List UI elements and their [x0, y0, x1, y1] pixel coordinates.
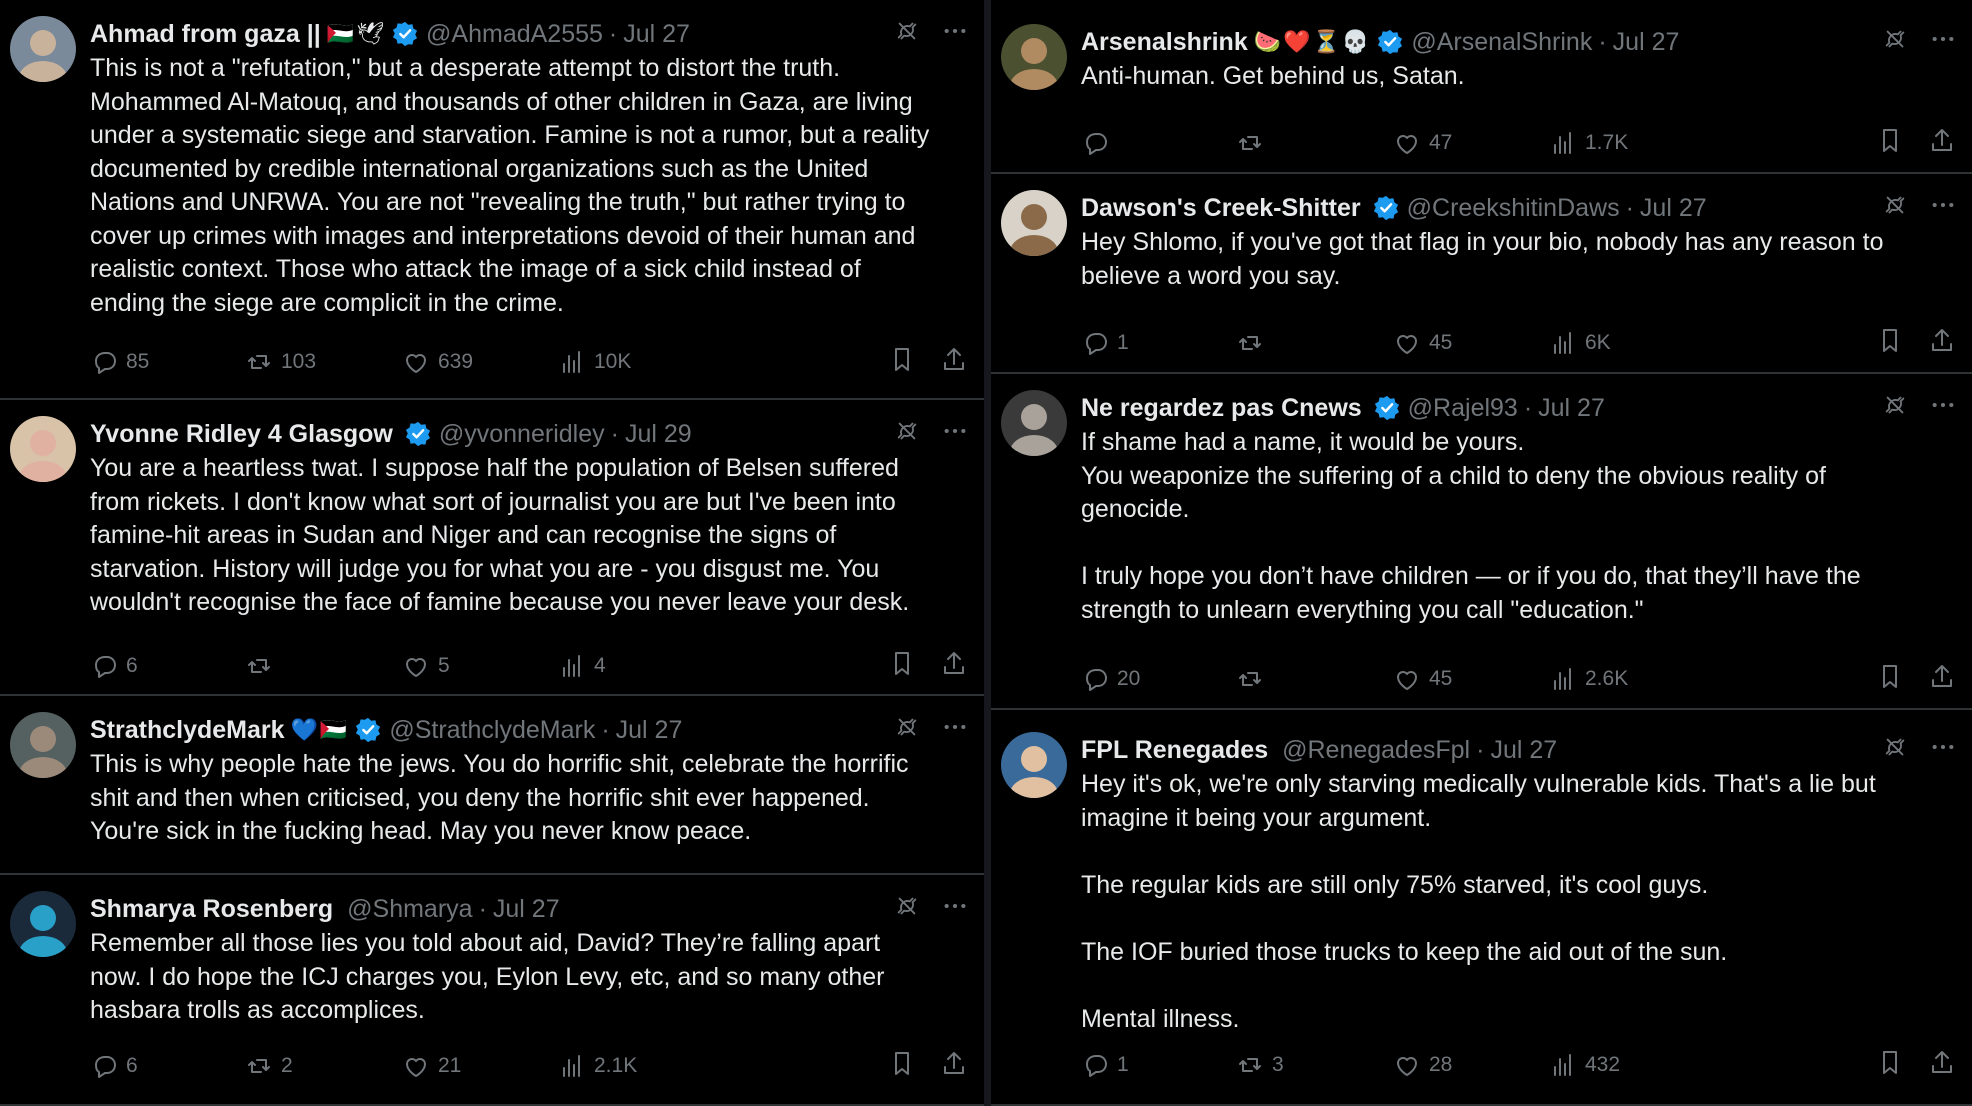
views-icon — [1549, 329, 1577, 357]
separator-dot: · — [608, 19, 618, 48]
tweet-header — [90, 891, 968, 927]
tweet-body — [1081, 190, 1956, 293]
verified-badge — [1373, 195, 1399, 221]
views-count: 2.1K — [594, 1054, 638, 1077]
more-button[interactable] — [942, 893, 968, 926]
reply-icon — [1081, 1051, 1109, 1079]
views-icon — [1549, 1051, 1577, 1079]
tweet-body — [1081, 24, 1956, 94]
user-handle[interactable]: @AhmadA2555 — [426, 19, 603, 48]
views-icon — [1549, 665, 1577, 693]
grok-button[interactable] — [1882, 192, 1908, 225]
grok-icon — [894, 18, 920, 44]
avatar-image — [10, 891, 76, 957]
share-icon — [1928, 326, 1956, 354]
tweet-header — [1081, 24, 1956, 60]
repost-icon — [1236, 1051, 1264, 1079]
more-button[interactable] — [1930, 734, 1956, 767]
reply-button[interactable] — [90, 1052, 138, 1080]
separator-dot: · — [1523, 393, 1533, 422]
reply-button[interactable] — [90, 652, 138, 680]
tweet-text: Anti-human. Get behind us, Satan. — [1081, 62, 1465, 90]
repost-button[interactable] — [1236, 665, 1272, 693]
like-count: 28 — [1429, 1053, 1453, 1076]
more-button[interactable] — [942, 714, 968, 747]
more-icon — [942, 418, 968, 444]
share-button[interactable] — [1928, 1048, 1956, 1082]
heart-icon — [402, 348, 430, 376]
share-icon — [940, 649, 968, 677]
tweet-date[interactable]: Jul 27 — [615, 715, 683, 744]
separator-dot: · — [478, 894, 487, 923]
avatar-image — [1001, 24, 1067, 90]
repost-button[interactable] — [245, 652, 281, 680]
like-button[interactable] — [402, 348, 473, 376]
avatar-image — [1001, 190, 1067, 256]
verified-badge — [405, 421, 431, 447]
reply-icon — [90, 1052, 118, 1080]
heart-icon — [1393, 129, 1421, 157]
grok-icon — [894, 418, 920, 444]
reply-icon — [90, 348, 118, 376]
bookmark-button[interactable] — [1876, 126, 1904, 160]
bookmark-icon — [1876, 126, 1904, 154]
heart-icon — [402, 1052, 430, 1080]
bookmark-icon — [888, 345, 916, 373]
separator-dot: · — [1476, 735, 1485, 764]
heart-icon — [1393, 329, 1421, 357]
like-button[interactable] — [1393, 329, 1452, 357]
more-icon — [1930, 26, 1956, 52]
heart-icon — [402, 652, 430, 680]
views-icon — [1549, 129, 1577, 157]
avatar[interactable] — [1001, 390, 1067, 456]
bookmark-button[interactable] — [1876, 1048, 1904, 1082]
tweet-header-actions — [894, 416, 968, 452]
heart-icon — [1393, 665, 1421, 693]
tweet-actions — [1081, 326, 1956, 360]
grok-icon — [1882, 392, 1908, 418]
display-name[interactable]: FPL Renegades — [1081, 735, 1269, 764]
repost-icon — [245, 1052, 273, 1080]
column-divider — [984, 0, 991, 1106]
tweet-header-actions — [1882, 190, 1956, 226]
bookmark-button[interactable] — [888, 345, 916, 379]
verified-badge-icon — [1377, 29, 1403, 55]
grok-icon — [1882, 26, 1908, 52]
share-icon — [940, 1049, 968, 1077]
repost-icon — [245, 652, 273, 680]
reply-button[interactable] — [1081, 129, 1117, 157]
like-count: 21 — [438, 1054, 462, 1077]
tweet-text: Remember all those lies you told about aid, David? They’re falling apart now. I do hope the ICJ charges you, Eylon Levy, etc, and so many other hasbara trolls as accomplices. — [90, 929, 885, 1024]
more-icon — [1930, 192, 1956, 218]
tweet-actions-right — [888, 649, 968, 683]
avatar[interactable] — [10, 712, 76, 778]
avatar[interactable] — [1001, 24, 1067, 90]
like-button[interactable] — [1393, 129, 1452, 157]
tweet-actions-right — [888, 1049, 968, 1083]
more-button[interactable] — [942, 418, 968, 451]
avatar[interactable] — [10, 416, 76, 482]
tweet-actions — [90, 649, 968, 683]
reply-count: 85 — [126, 350, 150, 373]
views-button[interactable] — [558, 652, 606, 680]
share-button[interactable] — [1928, 326, 1956, 360]
like-count: 45 — [1429, 667, 1453, 690]
bookmark-icon — [888, 1049, 916, 1077]
share-icon — [1928, 1048, 1956, 1076]
reply-button[interactable] — [1081, 665, 1140, 693]
repost-button[interactable] — [245, 348, 316, 376]
name-emojis: 🍉❤️⏳💀 — [1253, 29, 1372, 54]
like-button[interactable] — [402, 652, 450, 680]
tweet — [991, 374, 1972, 710]
tweet-header-actions — [1882, 390, 1956, 426]
user-handle[interactable]: @yvonneridley — [438, 419, 605, 448]
tweet-header — [1081, 190, 1956, 226]
tweet — [991, 716, 1972, 1106]
user-handle[interactable]: @StrathclydeMark — [389, 715, 596, 744]
reply-icon — [1081, 665, 1109, 693]
tweet — [0, 696, 984, 875]
avatar[interactable] — [1001, 190, 1067, 256]
more-button[interactable] — [942, 18, 968, 51]
like-button[interactable] — [1393, 1051, 1452, 1079]
tweet-header — [1081, 390, 1956, 426]
more-button[interactable] — [1930, 192, 1956, 225]
user-handle[interactable]: @Rajel93 — [1407, 393, 1518, 422]
repost-count: 2 — [281, 1054, 293, 1077]
tweet — [0, 400, 984, 696]
tweet-header — [90, 16, 968, 52]
views-button[interactable] — [1549, 129, 1628, 157]
tweet-date[interactable]: Jul 27 — [492, 894, 560, 923]
reply-icon — [1081, 129, 1109, 157]
heart-icon — [1393, 1051, 1421, 1079]
share-button[interactable] — [940, 649, 968, 683]
share-button[interactable] — [1928, 126, 1956, 160]
avatar[interactable] — [10, 16, 76, 82]
more-button[interactable] — [1930, 26, 1956, 59]
repost-count: 3 — [1272, 1053, 1284, 1076]
name-emojis: 🇵🇸🕊 — [326, 21, 387, 46]
user-handle[interactable]: @ArsenalShrink — [1411, 27, 1593, 56]
reply-icon — [90, 652, 118, 680]
tweet-text: Hey it's ok, we're only starving medically vulnerable kids. That's a lie but imagine it being your argument. The regular kids are still only 75% starved, it's cool guys. The IOF buried those trucks to keep the aid out of the sun. Mental illness. — [1081, 770, 1876, 1033]
tweet — [991, 8, 1972, 174]
tweet-header-actions — [1882, 24, 1956, 60]
display-name[interactable]: Arsenalshrink — [1081, 27, 1248, 56]
display-name[interactable]: Shmarya Rosenberg — [90, 894, 334, 923]
tweet-date[interactable]: Jul 27 — [623, 19, 690, 48]
bookmark-button[interactable] — [888, 649, 916, 683]
tweet-header-actions — [1882, 732, 1956, 768]
share-icon — [1928, 662, 1956, 690]
views-count: 10K — [594, 350, 632, 373]
tweet — [0, 875, 984, 1106]
tweet-actions — [90, 1049, 968, 1083]
separator-dot: · — [1625, 193, 1634, 222]
verified-badge-icon — [1373, 195, 1399, 221]
avatar[interactable] — [1001, 732, 1067, 798]
bookmark-icon — [1876, 662, 1904, 690]
tweet-header-actions — [894, 712, 968, 748]
verified-badge-icon — [405, 421, 431, 447]
like-button[interactable] — [1393, 665, 1452, 693]
grok-button[interactable] — [1882, 392, 1908, 425]
tweet-actions-right — [1876, 126, 1956, 160]
tweet-body — [90, 16, 968, 320]
bookmark-icon — [888, 649, 916, 677]
bookmark-button[interactable] — [1876, 662, 1904, 696]
tweet-header — [90, 712, 968, 748]
views-count: 6K — [1585, 331, 1611, 354]
tweet-body — [90, 712, 968, 849]
verified-badge-icon — [392, 21, 418, 47]
user-handle[interactable]: @RenegadesFpl — [1282, 735, 1471, 764]
reply-button[interactable] — [1081, 329, 1129, 357]
verified-badge — [355, 717, 381, 743]
tweet-text: Hey Shlomo, if you've got that flag in your bio, nobody has any reason to believe a word you say. — [1081, 228, 1884, 290]
tweet-actions-right — [1876, 662, 1956, 696]
reply-button[interactable] — [1081, 1051, 1129, 1079]
avatar-image — [1001, 390, 1067, 456]
more-icon — [1930, 392, 1956, 418]
tweet — [991, 174, 1972, 374]
tweet-date[interactable]: Jul 27 — [1612, 27, 1680, 56]
tweet-actions — [1081, 1048, 1956, 1082]
views-button[interactable] — [558, 1052, 637, 1080]
views-button[interactable] — [558, 348, 631, 376]
share-button[interactable] — [940, 345, 968, 379]
grok-button[interactable] — [894, 714, 920, 747]
views-button[interactable] — [1549, 329, 1611, 357]
grok-button[interactable] — [894, 418, 920, 451]
verified-badge-icon — [355, 717, 381, 743]
repost-button[interactable] — [1236, 129, 1272, 157]
tweet-text: You are a heartless twat. I suppose half the population of Belsen suffered from rickets. I don't know what sort of journalist you are but I've been into famine-hit areas in Sudan and Niger and can recognise the signs of starvation. History will judge you for what you are - you disgust me. You wouldn't recognise the face of famine because you never leave your desk. — [90, 454, 910, 616]
more-icon — [1930, 734, 1956, 760]
repost-icon — [1236, 129, 1264, 157]
views-icon — [558, 348, 586, 376]
grok-button[interactable] — [1882, 734, 1908, 767]
repost-count: 103 — [281, 350, 317, 373]
verified-badge — [392, 21, 418, 47]
bookmark-button[interactable] — [1876, 326, 1904, 360]
share-button[interactable] — [940, 1049, 968, 1083]
tweet-actions — [1081, 126, 1956, 160]
tweet-text: If shame had a name, it would be yours. You weaponize the suffering of a child to deny the obvious reality of genocide. I truly hope you don’t have children — or if you do, that they’ll have the strength to unlearn everything you call "education." — [1081, 428, 1861, 624]
tweet-text: This is not a "refutation," but a desperate attempt to distort the truth. Mohammed Al-Matouq, and thousands of other children in Gaza, are living under a systematic siege and starvation. Famine is not a rumor, but a reality documented by credible international organizations such as the United Nations and UNRWA. You are not "revealing the truth," but rather trying to cover up crimes with images and interpretations devoid of their human and realistic context. Those who attack the image of a sick child instead of ending the siege are complicit in the crime. — [90, 54, 930, 317]
share-button[interactable] — [1928, 662, 1956, 696]
repost-icon — [1236, 329, 1264, 357]
tweet-actions — [90, 345, 968, 379]
display-name[interactable]: Dawson's Creek-Shitter — [1081, 193, 1361, 222]
reply-count: 20 — [1117, 667, 1141, 690]
separator-dot: · — [1598, 27, 1607, 56]
tweet-header-actions — [894, 891, 968, 927]
avatar-image — [10, 712, 76, 778]
repost-button[interactable] — [1236, 329, 1272, 357]
views-button[interactable] — [1549, 665, 1628, 693]
grok-button[interactable] — [894, 893, 920, 926]
tweet — [0, 0, 984, 400]
name-emojis: 💙🇵🇸 — [290, 717, 350, 742]
avatar[interactable] — [10, 891, 76, 957]
views-button[interactable] — [1549, 1051, 1620, 1079]
like-count: 47 — [1429, 131, 1453, 154]
more-icon — [942, 893, 968, 919]
tweet-body — [1081, 390, 1956, 627]
repost-icon — [1236, 665, 1264, 693]
grok-button[interactable] — [894, 18, 920, 51]
avatar-image — [10, 16, 76, 82]
tweet-actions — [1081, 662, 1956, 696]
user-handle[interactable]: @Shmarya — [347, 894, 473, 923]
separator-dot: · — [601, 715, 610, 744]
tweet-text: This is why people hate the jews. You do horrific shit, celebrate the horrific shit and then when criticised, you deny the horrific shit ever happened. You're sick in the fucking head. May you never know peace. — [90, 750, 909, 845]
bookmark-icon — [1876, 326, 1904, 354]
tweet-date[interactable]: Jul 29 — [624, 419, 692, 448]
views-icon — [558, 1052, 586, 1080]
tweet-body — [90, 891, 968, 1028]
grok-button[interactable] — [1882, 26, 1908, 59]
separator-dot: · — [610, 419, 619, 448]
tweet-date[interactable]: Jul 27 — [1538, 393, 1605, 422]
avatar-image — [10, 416, 76, 482]
views-count: 4 — [594, 654, 606, 677]
display-name[interactable]: StrathclydeMark — [90, 715, 285, 744]
grok-icon — [894, 893, 920, 919]
like-button[interactable] — [402, 1052, 461, 1080]
reply-button[interactable] — [90, 348, 149, 376]
more-button[interactable] — [1930, 392, 1956, 425]
reply-count: 6 — [126, 654, 138, 677]
verified-badge — [1374, 395, 1400, 421]
display-name[interactable]: Ahmad from gaza || — [90, 19, 321, 48]
reply-count: 1 — [1117, 1053, 1129, 1076]
tweet-date[interactable]: Jul 27 — [1490, 735, 1558, 764]
tweet-actions-right — [888, 345, 968, 379]
tweet-body — [1081, 732, 1956, 1036]
views-count: 432 — [1585, 1053, 1621, 1076]
bookmark-button[interactable] — [888, 1049, 916, 1083]
tweet-date[interactable]: Jul 27 — [1639, 193, 1707, 222]
repost-button[interactable] — [245, 1052, 293, 1080]
share-icon — [1928, 126, 1956, 154]
tweet-actions-right — [1876, 1048, 1956, 1082]
more-icon — [942, 714, 968, 740]
grok-icon — [1882, 734, 1908, 760]
avatar-image — [1001, 732, 1067, 798]
like-count: 5 — [438, 654, 450, 677]
reply-count: 1 — [1117, 331, 1129, 354]
tweet-body — [90, 416, 968, 620]
views-count: 1.7K — [1585, 131, 1629, 154]
tweet-header — [90, 416, 968, 452]
like-count: 45 — [1429, 331, 1453, 354]
reply-icon — [1081, 329, 1109, 357]
display-name[interactable]: Ne regardez pas Cnews — [1081, 393, 1362, 422]
tweet-actions-right — [1876, 326, 1956, 360]
grok-icon — [1882, 192, 1908, 218]
repost-icon — [245, 348, 273, 376]
more-icon — [942, 18, 968, 44]
tweet-header-actions — [894, 16, 968, 52]
user-handle[interactable]: @CreekshitinDaws — [1406, 193, 1620, 222]
grok-icon — [894, 714, 920, 740]
verified-badge — [1377, 29, 1403, 55]
views-icon — [558, 652, 586, 680]
share-icon — [940, 345, 968, 373]
bookmark-icon — [1876, 1048, 1904, 1076]
repost-button[interactable] — [1236, 1051, 1284, 1079]
like-count: 639 — [438, 350, 474, 373]
tweet-header — [1081, 732, 1956, 768]
display-name[interactable]: Yvonne Ridley 4 Glasgow — [90, 419, 393, 448]
reply-count: 6 — [126, 1054, 138, 1077]
verified-badge-icon — [1374, 395, 1400, 421]
views-count: 2.6K — [1585, 667, 1629, 690]
